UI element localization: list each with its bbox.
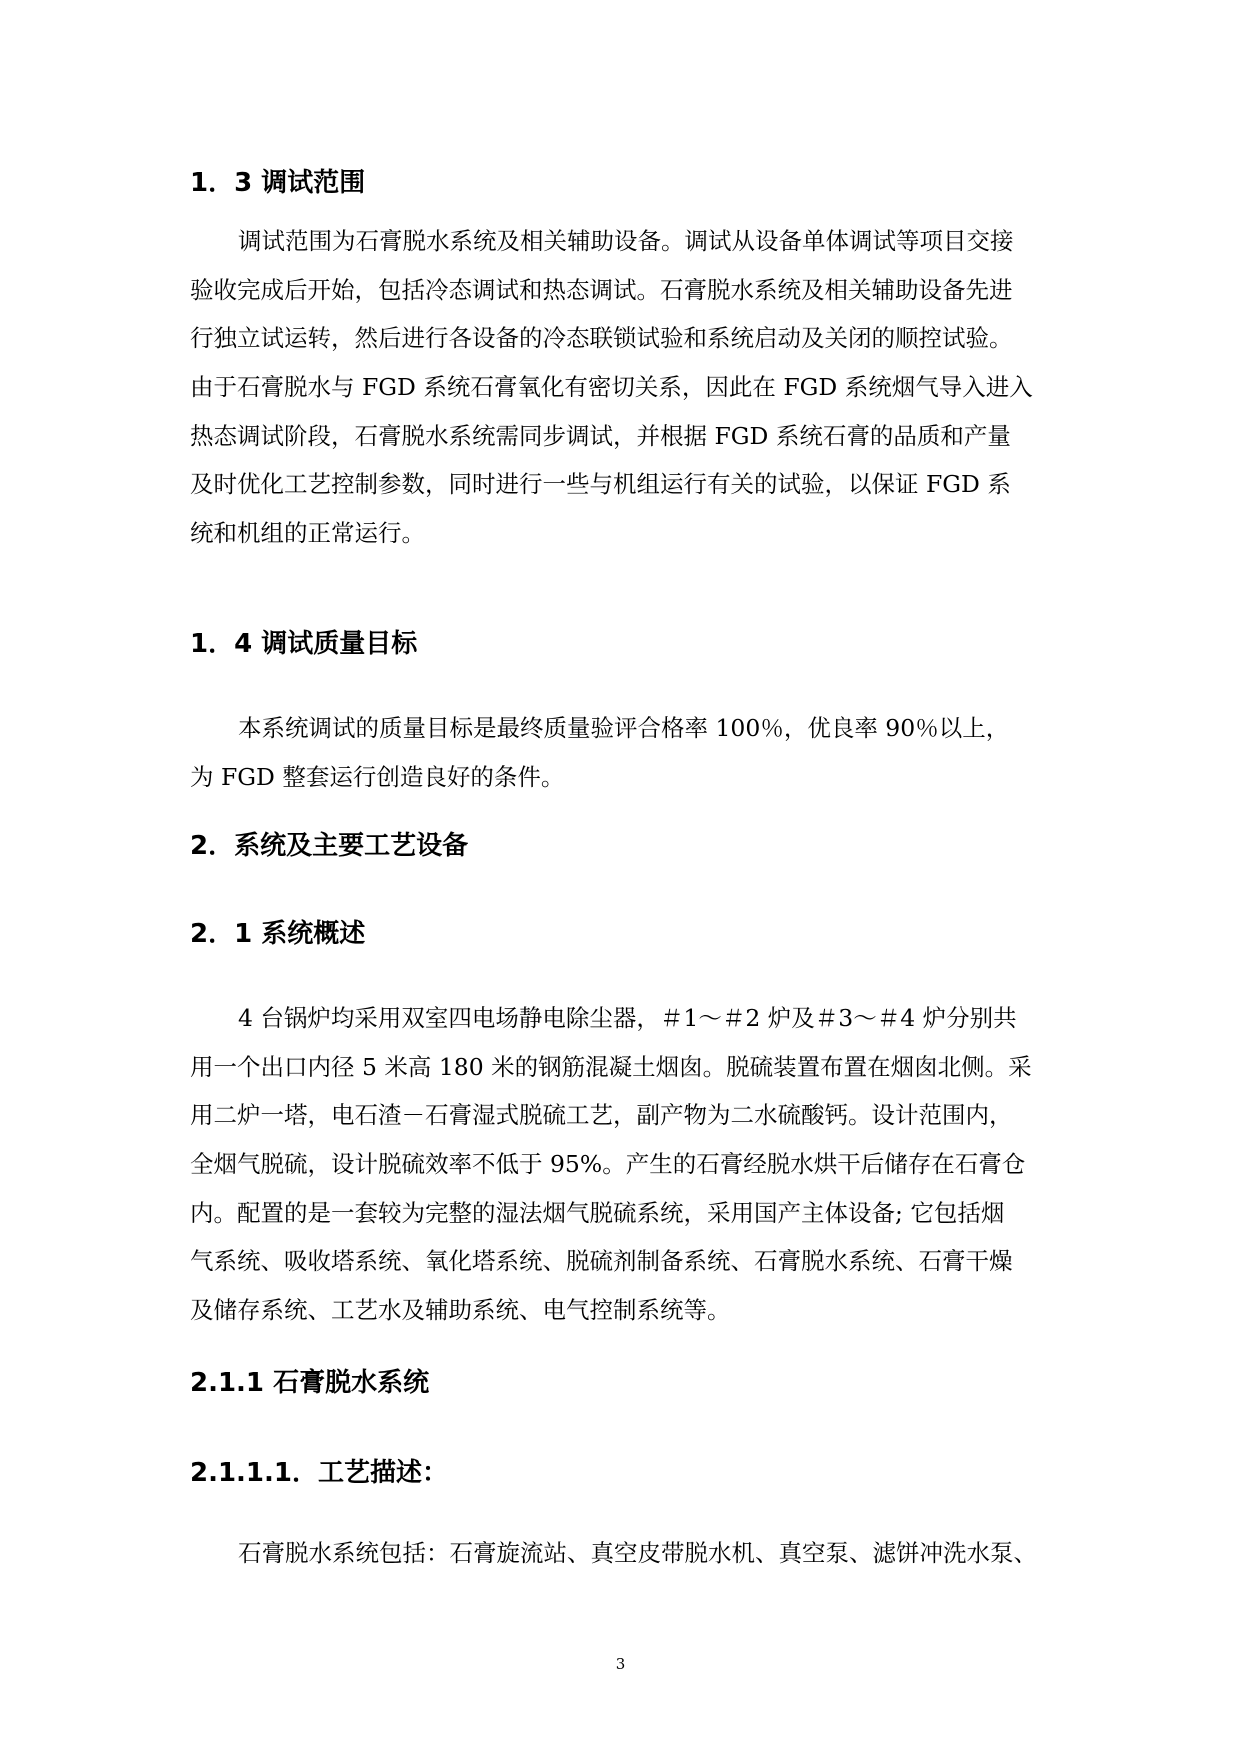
- paragraph-quality-target: [190, 704, 1060, 801]
- section-heading-1-3: 1．3 调试范围: [190, 168, 366, 198]
- section-heading-2-1-1-1: 2.1.1.1．工艺描述：: [190, 1458, 448, 1488]
- text-line: 全烟气脱硫，设计脱硫效率不低于 95%。产生的石膏经脱水烘干后储存在石膏仓: [190, 1150, 1026, 1179]
- text-line: 4 台锅炉均采用双室四电场静电除尘器，＃1～＃2 炉及＃3～＃4 炉分别共: [238, 1004, 1017, 1032]
- section-heading-2-1: 2．1 系统概述: [190, 919, 366, 949]
- text-line: 用一个出口内径 5 米高 180 米的钢筋混凝土烟囱。脱硫装置布置在烟囱北侧。采: [190, 1052, 1032, 1081]
- text-line: 本系统调试的质量目标是最终质量验评合格率 100％，优良率 90％以上，: [238, 714, 1010, 742]
- text-line: 统和机组的正常运行。: [190, 519, 425, 548]
- section-heading-1-4: 1．4 调试质量目标: [190, 629, 418, 659]
- section-heading-2-1-1: 2.1.1 石膏脱水系统: [190, 1368, 430, 1398]
- paragraph-system-overview: [190, 994, 1060, 1335]
- text-line: 内。配置的是一套较为完整的湿法烟气脱硫系统，采用国产主体设备; 它包括烟: [190, 1198, 1005, 1227]
- paragraph-debug-scope: [190, 217, 1060, 558]
- text-line: 行独立试运转，然后进行各设备的冷态联锁试验和系统启动及关闭的顺控试验。: [190, 324, 1013, 353]
- text-line: 石膏脱水系统包括：石膏旋流站、真空皮带脱水机、真空泵、滤饼冲洗水泵、: [238, 1539, 1037, 1567]
- text-line: 为 FGD 整套运行创造良好的条件。: [190, 762, 565, 791]
- text-line: 用二炉一塔，电石渣－石膏湿式脱硫工艺，副产物为二水硫酸钙。设计范围内，: [190, 1101, 1013, 1130]
- text-line: 调试范围为石膏脱水系统及相关辅助设备。调试从设备单体调试等项目交接: [238, 227, 1014, 255]
- text-line: 及时优化工艺控制参数，同时进行一些与机组运行有关的试验，以保证 FGD 系: [190, 470, 1011, 499]
- text-line: 热态调试阶段，石膏脱水系统需同步调试，并根据 FGD 系统石膏的品质和产量: [190, 421, 1011, 450]
- section-heading-2: 2．系统及主要工艺设备: [190, 831, 469, 861]
- text-line: 验收完成后开始，包括冷态调试和热态调试。石膏脱水系统及相关辅助设备先进: [190, 275, 1013, 304]
- page-number: 3: [615, 1655, 626, 1673]
- text-line: 由于石膏脱水与 FGD 系统石膏氧化有密切关系，因此在 FGD 系统烟气导入进入: [190, 373, 1033, 402]
- text-line: 及储存系统、工艺水及辅助系统、电气控制系统等。: [190, 1296, 731, 1325]
- text-line: 气系统、吸收塔系统、氧化塔系统、脱硫剂制备系统、石膏脱水系统、石膏干燥: [190, 1247, 1013, 1276]
- paragraph-process-description: [190, 1529, 1060, 1578]
